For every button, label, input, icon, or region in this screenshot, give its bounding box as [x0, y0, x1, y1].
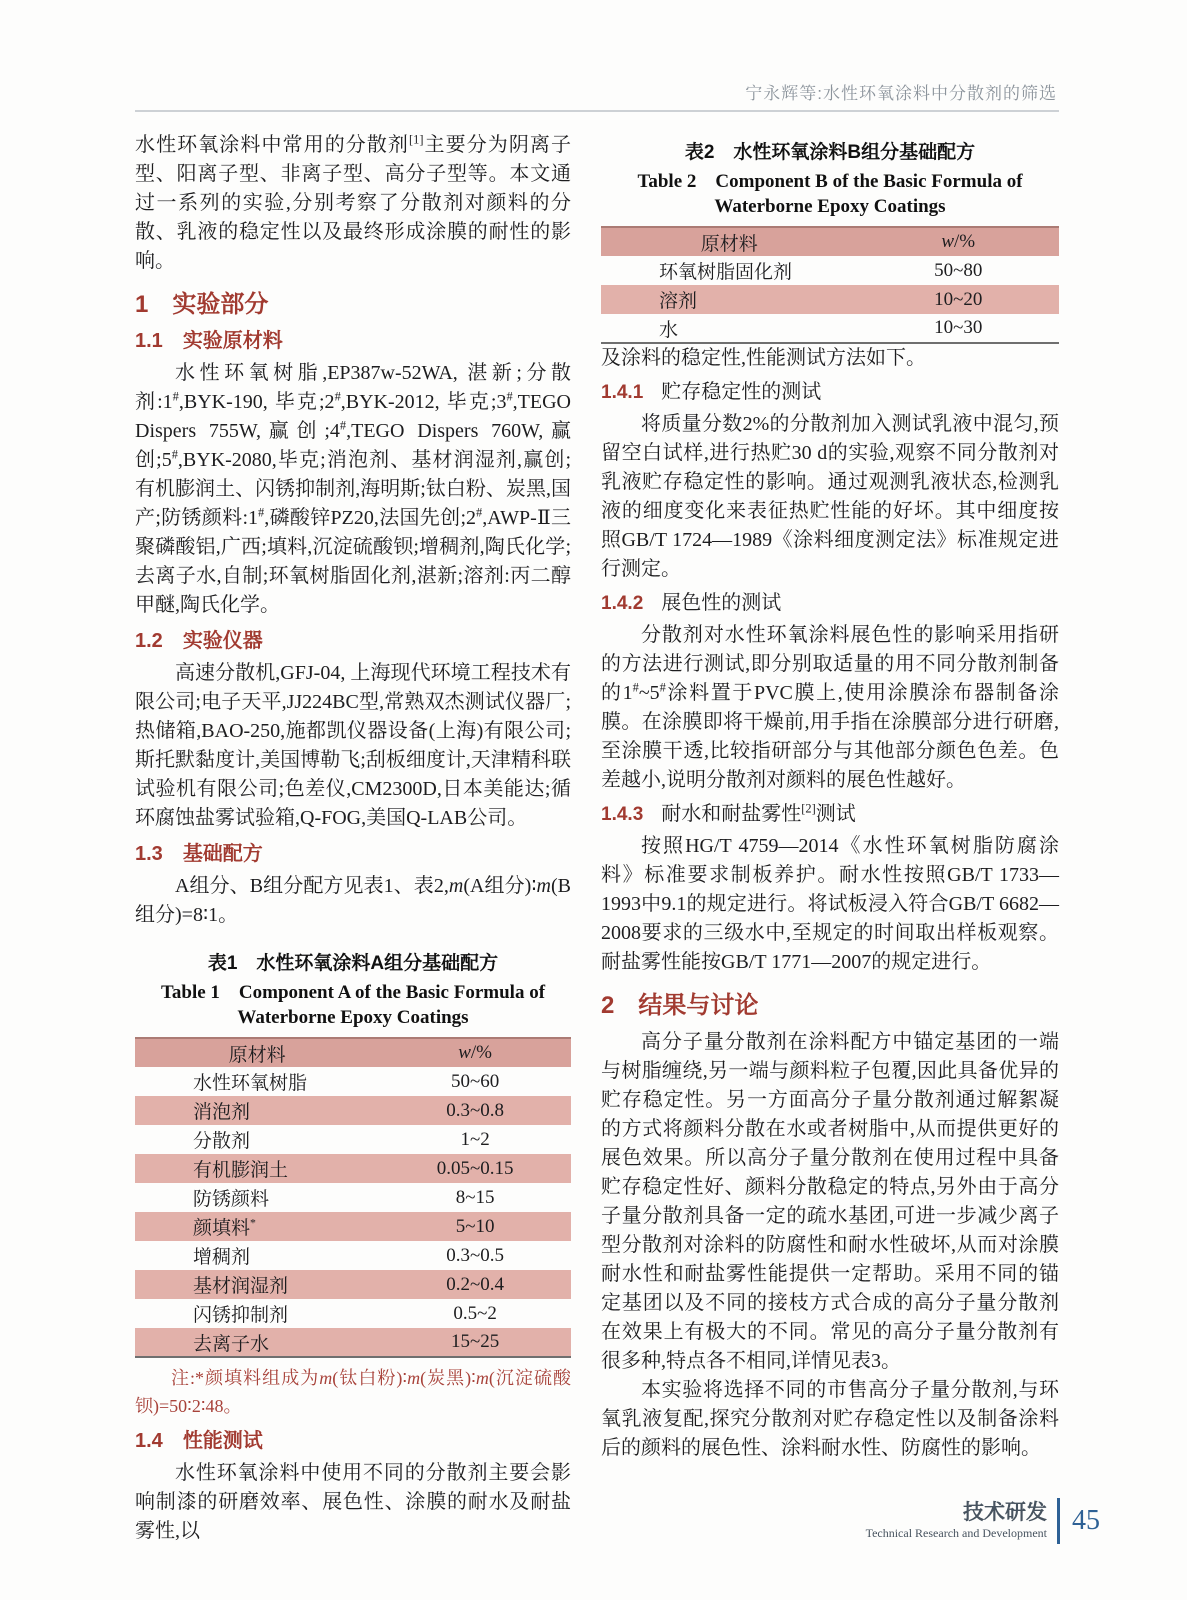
footer-section-label: 技术研发 — [963, 1501, 1047, 1524]
table-row — [601, 314, 1059, 343]
material-cell: 水性环氧树脂 — [193, 1073, 308, 1094]
material-cell: 增稠剂 — [193, 1247, 251, 1268]
subsection-title: 实验仪器 — [182, 630, 263, 652]
table2-caption — [601, 137, 1059, 219]
table-row — [135, 1299, 571, 1328]
material-cell: 去离子水 — [193, 1333, 270, 1355]
subsection-1-3-heading — [135, 841, 571, 867]
value-cell: 50~60 — [450, 1070, 500, 1092]
subsection-number: 1.4 — [135, 1430, 163, 1452]
two-column-body — [135, 131, 1059, 1546]
table-row — [601, 285, 1059, 314]
table-2 — [601, 226, 1059, 344]
subsection-1-4-heading — [135, 1428, 571, 1454]
section-1-heading — [135, 290, 571, 320]
material-cell: 溶剂 — [659, 291, 698, 312]
table-row — [135, 1270, 571, 1299]
footer-section-label-en: Technical Research and Development — [865, 1526, 1047, 1540]
table1-caption-zh: 表1 水性环氧涂料A组分基础配方 — [207, 953, 499, 974]
table-row — [135, 1241, 571, 1270]
material-cell: 有机膨润土 — [193, 1160, 289, 1181]
value-cell: 15~25 — [450, 1331, 500, 1352]
value-cell: 0.2~0.4 — [446, 1273, 504, 1295]
subsection-1-1-heading — [135, 328, 571, 354]
material-cell: 环氧树脂固化剂 — [659, 262, 793, 283]
column-header-weight-percent: w/% — [941, 231, 976, 252]
value-cell: 0.3~0.8 — [446, 1099, 504, 1121]
subsection-title: 耐水和耐盐雾性[2]测试 — [661, 801, 856, 825]
value-cell: 5~10 — [455, 1215, 495, 1237]
subsection-title: 贮存稳定性的测试 — [661, 381, 822, 403]
material-cell: 基材润湿剂 — [193, 1276, 289, 1297]
subsection-1-2-heading — [135, 628, 571, 654]
instruments-paragraph: 高速分散机,GFJ-04, 上海现代环境工程技术有限公司;电子天平,JJ224BC型,常熟双杰测试仪器厂;热储箱,BAO-250,施都凯仪器设备(上海)有限公司;斯托默黏度计,美国博勒飞;刮板细度计,天津精科联试验机有限公司;色差仪,CM2300D,日本美能达;循环腐蚀盐雾试验箱,Q-FOG,美国Q-LAB公司。 — [135, 662, 571, 829]
material-cell: 防锈颜料 — [193, 1189, 270, 1210]
material-cell: 颜填料* — [193, 1216, 256, 1239]
base-formula-paragraph: A组分、B组分配方见表1、表2,m(A组分)∶m(B组分)=8∶1。 — [135, 875, 571, 926]
value-cell: 1~2 — [460, 1128, 490, 1150]
table-header-row — [135, 1038, 571, 1067]
materials-paragraph: 水性环氧树脂,EP387w-52WA, 湛新;分散剂:1#,BYK-190, 毕克;2#,BYK-2012, 毕克;3#,TEGO Dispers 755W,赢创;4#,TEGO Dispers 760W,赢创;5#,BYK-2080,毕克;消泡剂、基材润湿剂,赢创;有机膨润土、闪锈抑制剂,海明斯;钛白粉、炭黑,国产;防锈颜料:1#,磷酸锌PZ20,法国先创;2#,AWP-Ⅱ三聚磷酸铝,广西;填料,沉淀硫酸钡;增稠剂,陶氏化学;去离子水,自制;环氧树脂固化剂,湛新;溶剂:丙二醇甲醚,陶氏化学。 — [135, 362, 572, 616]
subsection-title: 实验原材料 — [182, 330, 283, 352]
section-title: 实验部分 — [172, 291, 269, 318]
value-cell: 8~15 — [455, 1186, 495, 1208]
table1-footnote: 注:*颜填料组成为m(钛白粉)∶m(炭黑)∶m(沉淀硫酸钡)=50∶2∶48。 — [135, 1368, 571, 1416]
subsection-number: 1.4.3 — [601, 804, 644, 825]
table-header-row — [601, 227, 1059, 256]
column-header-material: 原材料 — [228, 1044, 286, 1066]
table-row — [135, 1183, 571, 1212]
table-row — [135, 1328, 571, 1357]
table1-caption-en: Table 1 Component A of the Basic Formula of Waterborne Epoxy Coatings — [160, 982, 546, 1028]
subsection-title: 基础配方 — [182, 843, 263, 865]
material-cell: 消泡剂 — [193, 1102, 251, 1123]
table-row — [135, 1096, 571, 1125]
column-header-weight-percent: w/% — [458, 1042, 492, 1063]
storage-stability-paragraph: 将质量分数2%的分散剂加入测试乳液中混匀,预留空白试样,进行热贮30 d的实验,观察不同分散剂对乳液贮存稳定性的影响。通过观测乳液状态,检测乳液的细度变化来表征热贮性能的好坏。其中细度按照GB/T 1724—1989《涂料细度测定法》标准规定进行测定。 — [601, 413, 1059, 580]
column-header-material: 原材料 — [700, 233, 758, 255]
footer-section-label-group — [866, 1501, 1047, 1541]
subsection-number: 1.4.1 — [601, 382, 644, 403]
results-paragraph-2: 本实验将选择不同的市售高分子量分散剂,与环氧乳液复配,探究分散剂对贮存稳定性以及制备涂料后的颜料的展色性、涂料耐水性、防腐性的影响。 — [601, 1379, 1059, 1459]
table-row — [135, 1067, 571, 1096]
left-column — [135, 131, 571, 1546]
value-cell: 50~80 — [934, 259, 983, 281]
table-row — [601, 256, 1059, 285]
material-cell: 分散剂 — [193, 1131, 251, 1152]
value-cell: 0.5~2 — [453, 1302, 497, 1324]
subsection-number: 1.2 — [135, 630, 163, 652]
value-cell: 0.05~0.15 — [436, 1157, 514, 1179]
table1-caption — [135, 948, 571, 1030]
subsection-title: 展色性的测试 — [661, 592, 782, 614]
right-column — [601, 131, 1059, 1546]
intro-paragraph: 水性环氧涂料中常用的分散剂[1]主要分为阴离子型、阳离子型、非离子型、高分子型等。本文通过一系列的实验,分别考察了分散剂对颜料的分散、乳液的稳定性以及最终形成涂膜的耐性的影响。 — [135, 132, 572, 272]
subsection-1-4-3-heading — [601, 801, 1059, 828]
subsection-number: 1.4.2 — [601, 593, 644, 614]
value-cell: 10~30 — [934, 317, 983, 338]
subsection-number: 1.1 — [135, 330, 163, 352]
subsection-title: 性能测试 — [182, 1430, 263, 1452]
section-number: 1 — [135, 291, 149, 318]
page-footer — [866, 1498, 1100, 1544]
page-number: 45 — [1072, 1505, 1100, 1536]
value-cell: 0.3~0.5 — [446, 1244, 504, 1266]
running-head: 宁永辉等:水性环氧涂料中分散剂的筛选 — [745, 84, 1057, 103]
section-number: 2 — [601, 992, 615, 1019]
subsection-number: 1.3 — [135, 843, 163, 865]
section-title: 结果与讨论 — [638, 992, 759, 1019]
header-divider — [135, 110, 1059, 112]
table-row — [135, 1125, 571, 1154]
table-row — [135, 1154, 571, 1183]
table2-caption-en: Table 2 Component B of the Basic Formula of Waterborne Epoxy Coatings — [637, 171, 1023, 217]
results-paragraph-1: 高分子量分散剂在涂料配方中锚定基团的一端与树脂缠绕,另一端与颜料粒子包覆,因此具备优异的贮存稳定性。另一方面高分子量分散剂通过解絮凝的方式将颜料分散在水或者树脂中,从而提供更好的展色效果。所以高分子量分散剂在使用过程中具备贮存稳定性好、颜料分散稳定的特点,另外由于高分子量分散剂具备一定的疏水基团,可进一步减少离子型分散剂对涂料的防腐性和耐水性破坏,从而对涂膜耐水性和耐盐雾性能提供一定帮助。采用不同的锚定基团以及不同的接枝方式合成的高分子量分散剂在效果上有极大的不同。常见的高分子量分散剂有很多种,特点各不相同,详情见表3。 — [601, 1031, 1059, 1372]
footer-divider-bar — [1057, 1498, 1060, 1544]
color-development-paragraph: 分散剂对水性环氧涂料展色性的影响采用指研的方法进行测试,即分别取适量的用不同分散剂制备的1#~5#涂料置于PVC膜上,使用涂膜涂布器制备涂膜。在涂膜即将干燥前,用手指在涂膜部分进行研磨,至涂膜干透,比较指研部分与其他部分颜色色差。色差越小,说明分散剂对颜料的展色性越好。 — [601, 624, 1060, 791]
performance-test-paragraph: 水性环氧涂料中使用不同的分散剂主要会影响制漆的研磨效率、展色性、涂膜的耐水及耐盐雾性,以 — [135, 1462, 571, 1542]
subsection-1-4-1-heading — [601, 379, 1059, 406]
table2-caption-zh: 表2 水性环氧涂料B组分基础配方 — [684, 142, 976, 163]
table-row — [135, 1212, 571, 1241]
section-2-heading — [601, 991, 1059, 1021]
stability-continuation-paragraph: 及涂料的稳定性,性能测试方法如下。 — [601, 347, 926, 369]
value-cell: 10~20 — [934, 288, 983, 310]
water-salt-spray-paragraph: 按照HG/T 4759—2014《水性环氧树脂防腐涂料》标准要求制板养护。耐水性按照GB/T 1733—1993中9.1的规定进行。将试板浸入符合GB/T 6682—2008要求的三级水中,至规定的时间取出样板观察。耐盐雾性能按GB/T 1771—2007的规定进行。 — [601, 835, 1059, 973]
material-cell: 闪锈抑制剂 — [193, 1305, 289, 1326]
table-1 — [135, 1037, 571, 1358]
subsection-1-4-2-heading — [601, 590, 1059, 617]
material-cell: 水 — [659, 319, 679, 341]
